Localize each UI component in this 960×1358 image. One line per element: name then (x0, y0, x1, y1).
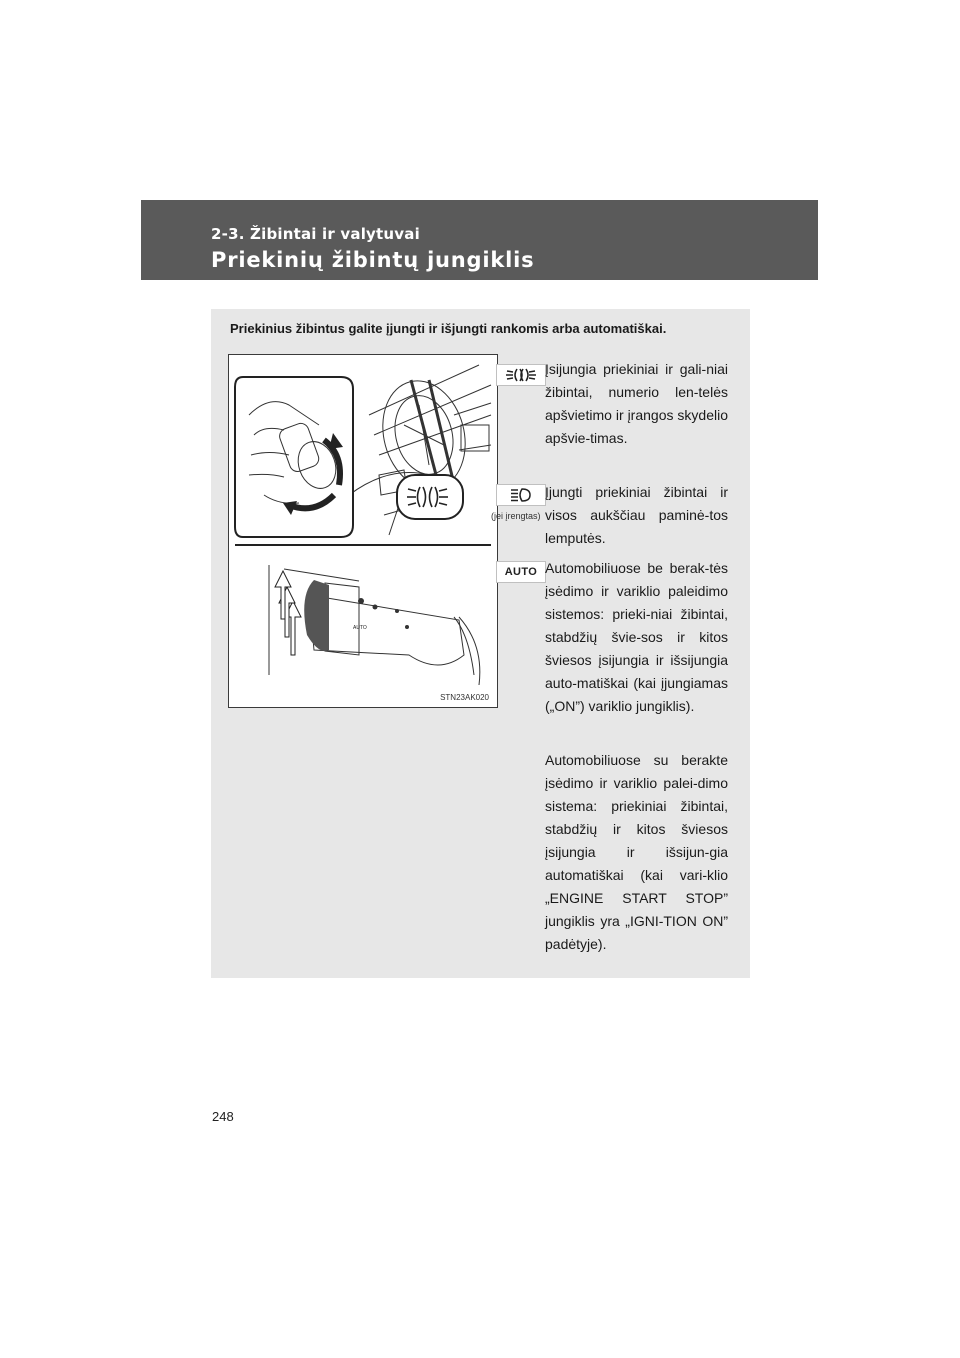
headlight-switch-figure (228, 354, 498, 708)
auto-icon (496, 561, 546, 583)
intro-text: Priekinius žibintus galite įjungti ir išjungti rankomis arba automatiškai. (230, 321, 667, 336)
side-lights-icon (496, 364, 546, 386)
auto-label: AUTO (504, 566, 538, 578)
item-headlight-text: Įjungti priekiniai žibintai ir visos aukščiau paminė-tos lemputės. (545, 484, 728, 546)
page-number: 248 (212, 1109, 234, 1124)
chapter-header (141, 200, 818, 280)
optional-note: (jei įrengtas) (491, 511, 541, 521)
item-auto-text-keyless: Automobiliuose su berakte įsėdimo ir variklio palei-dimo sistema: priekiniai žibintai, stabdžių ir kitos šviesos įsijungia ir išsijun-gia automatiškai (kai vari-klio „ENGINE START STOP” jungiklis yra „IGNI-TION ON” padėtyje). (545, 752, 728, 952)
section-label: 2-3. Žibintai ir valytuvai (211, 225, 420, 243)
item-auto-text: Automobiliuose be berak-tės įsėdimo ir variklio paleidimo sistemos: prieki-niai žibintai, stabdžių švie-sos ir kitos šviesos įsijungia ir išsijungia auto-matiškai (kai įjungiamas („ON”) variklio jungiklis). (545, 560, 728, 714)
figure-code: STN23AK020 (440, 693, 489, 702)
lever-auto-label: AUTO (353, 625, 367, 631)
item-side-lights-text: Įsijungia priekiniai ir gali-niai žibintai, numerio len-telės apšvietimo ir įrangos skydelio apšvie-timas. (545, 361, 728, 446)
page-title: Priekinių žibintų jungiklis (211, 248, 535, 272)
illustration (229, 355, 497, 707)
content-panel (211, 309, 750, 978)
headlight-icon (496, 484, 546, 506)
